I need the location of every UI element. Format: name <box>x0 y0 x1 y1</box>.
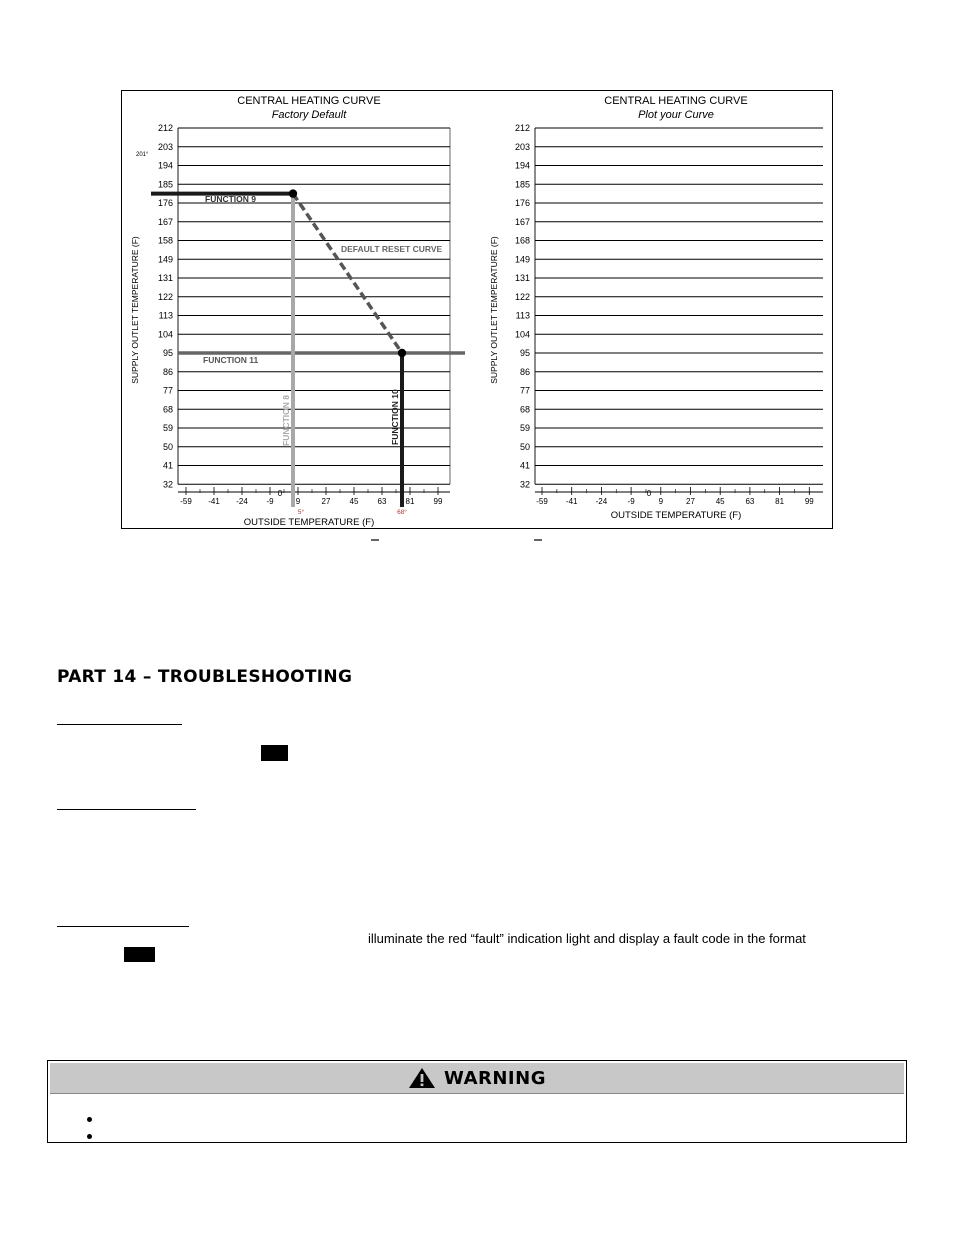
y-tick-label: 176 <box>157 198 173 208</box>
x-tick-label: 9 <box>295 497 301 506</box>
x-axis-title: OUTSIDE TEMPERATURE (F) <box>610 510 742 521</box>
y-tick-label: 59 <box>519 423 530 433</box>
section-heading: PART 14 – TROUBLESHOOTING <box>57 667 353 687</box>
subheading-underline-3 <box>57 926 189 927</box>
chart-title: CENTRAL HEATING CURVE <box>604 95 748 107</box>
x-tick-label: -59 <box>180 497 192 506</box>
curve-point-start <box>289 189 297 197</box>
x-tick-label: -41 <box>208 497 220 506</box>
function-9-label: FUNCTION 9 <box>205 194 256 204</box>
x-tick-label: 63 <box>745 497 755 506</box>
x-tick-label: 63 <box>377 497 387 506</box>
subheading-underline-1 <box>57 724 182 725</box>
x-tick-label: 27 <box>686 497 695 506</box>
y-tick-label: 185 <box>514 179 530 190</box>
x-tick-label: 81 <box>775 497 785 506</box>
y-tick-label: 212 <box>514 123 530 133</box>
x-tick-label: -59 <box>536 497 548 506</box>
function-11-label: FUNCTION 11 <box>203 355 259 365</box>
x-tick-label: 9 <box>658 497 664 506</box>
redacted-block-2 <box>124 947 155 962</box>
y-tick-label: 59 <box>162 423 173 433</box>
y-tick-label: 167 <box>514 216 530 227</box>
function-10-label: FUNCTION 10 <box>390 389 400 445</box>
subheading-underline-2 <box>57 809 196 810</box>
y-tick-label: 68 <box>162 404 173 415</box>
x-tick-label: 99 <box>804 497 814 506</box>
y-tick-label: 41 <box>519 460 530 471</box>
x-tick-label: -24 <box>595 497 608 506</box>
x-tick-label: 27 <box>321 497 331 506</box>
y-tick-label: 50 <box>519 441 530 452</box>
y-tick-label: 176 <box>514 198 530 208</box>
y-tick-label: 203 <box>514 141 530 152</box>
x-zero-label: 0 <box>646 489 652 498</box>
default-reset-curve <box>293 194 402 353</box>
x-tick-label: -24 <box>236 497 248 506</box>
warning-bullet-2 <box>87 1134 92 1139</box>
x-tick-label: 81 <box>405 497 415 506</box>
y-tick-label: 149 <box>514 254 530 265</box>
y-tick-label: 113 <box>515 310 530 321</box>
x-tick-label: 99 <box>433 497 443 506</box>
y-tick-label: 122 <box>157 291 173 302</box>
y-tick-label: 131 <box>157 273 173 283</box>
default-reset-curve-label: DEFAULT RESET CURVE <box>341 244 443 254</box>
y-tick-label: 50 <box>162 441 173 452</box>
y-tick-label: 167 <box>157 216 173 227</box>
x-axis-title: OUTSIDE TEMPERATURE (F) <box>243 517 375 528</box>
warning-triangle-icon <box>408 1067 436 1089</box>
y-tick-label: 77 <box>519 385 530 396</box>
x-tick-label: -9 <box>266 497 274 506</box>
y-tick-label: 77 <box>162 385 173 396</box>
figure-frame <box>122 91 833 529</box>
y-tick-label: 149 <box>157 254 173 265</box>
chart-subtitle: Factory Default <box>271 109 347 121</box>
warning-header <box>50 1063 904 1094</box>
y-tick-label: 86 <box>162 366 173 377</box>
curve-point-end <box>398 349 406 357</box>
y-tick-label: 104 <box>157 329 173 340</box>
y-tick-label: 86 <box>519 366 530 377</box>
y-tick-label: 32 <box>162 479 173 490</box>
y-tick-label: 122 <box>514 291 530 302</box>
y-axis-title: SUPPLY OUTLET TEMPERATURE (F) <box>130 236 140 384</box>
x-tick-label: -41 <box>565 497 578 506</box>
y-tick-label: 168 <box>514 235 530 246</box>
y-extra-label: 201° <box>136 152 149 158</box>
warning-bullet-1 <box>87 1117 92 1122</box>
y-tick-label: 194 <box>514 160 530 171</box>
y-tick-label: 104 <box>514 329 530 340</box>
x-marker-label-5: 5° <box>297 509 305 516</box>
x-tick-label: -9 <box>627 497 635 506</box>
y-tick-label: 194 <box>157 160 173 171</box>
y-tick-label: 68 <box>519 404 530 415</box>
x-zero-label: 0 <box>277 489 283 498</box>
function-8-label: FUNCTION 8 <box>281 395 291 446</box>
redacted-block-1 <box>261 745 288 761</box>
y-tick-label: 185 <box>157 179 173 190</box>
y-tick-label: 41 <box>162 460 173 471</box>
y-tick-label: 113 <box>158 310 173 321</box>
y-tick-label: 158 <box>157 235 173 246</box>
y-axis-title: SUPPLY OUTLET TEMPERATURE (F) <box>489 236 499 384</box>
y-tick-label: 131 <box>514 273 530 283</box>
chart-subtitle: Plot your Curve <box>638 109 714 121</box>
y-tick-label: 212 <box>157 123 173 133</box>
y-tick-label: 95 <box>162 348 173 358</box>
warning-title: WARNING <box>444 1067 546 1089</box>
y-tick-label: 203 <box>157 141 173 152</box>
warning-box <box>47 1060 907 1143</box>
x-tick-label: 45 <box>715 497 725 506</box>
x-tick-label: 45 <box>349 497 359 506</box>
fault-description-text: illuminate the red “fault” indication light and display a fault code in the format <box>368 931 806 946</box>
y-tick-label: 32 <box>519 479 530 490</box>
chart-title: CENTRAL HEATING CURVE <box>237 95 381 107</box>
x-marker-label-68: 68° <box>397 509 407 516</box>
y-tick-label: 95 <box>519 348 530 358</box>
